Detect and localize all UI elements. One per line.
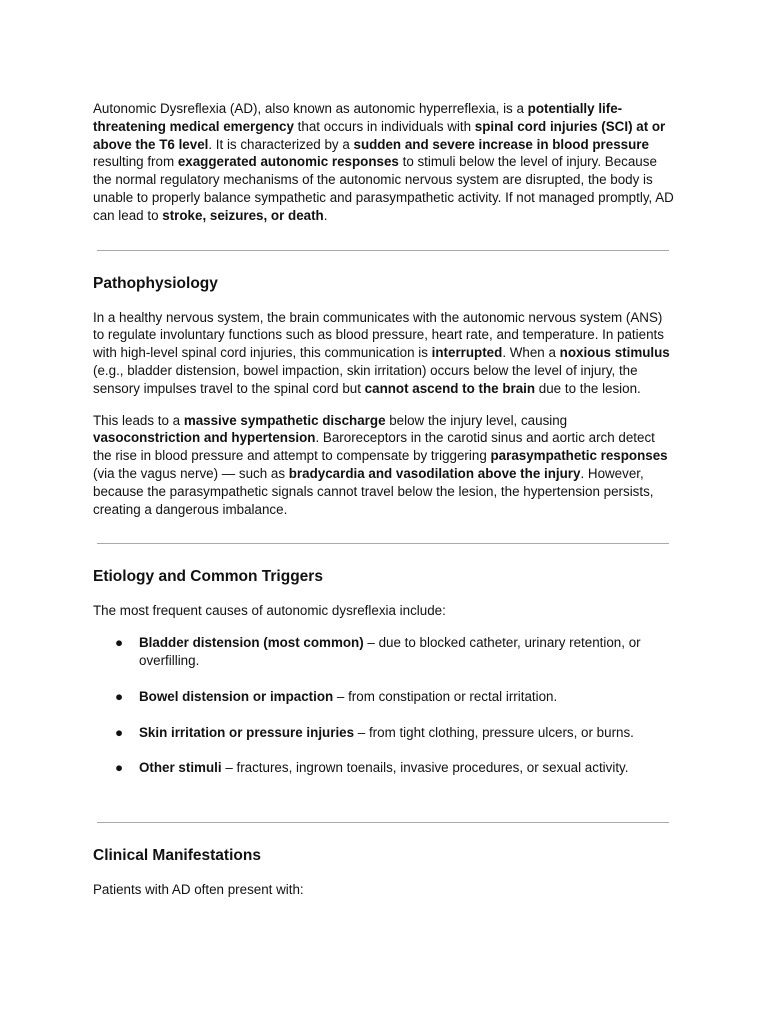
list-item: ● Bladder distension (most common) – due to blocked catheter, urinary retention, or overfilling. xyxy=(115,635,641,668)
pathophysiology-paragraph-1: In a healthy nervous system, the brain communicates with the autonomic nervous system (ANS) to regulate involuntary functions such as blood pressure, heart rate, and temperature. In patients with high-level spinal cord injuries, this communication is interrupted. When a noxious stimulus (e.g., bladder distension, bowel impaction, skin irritation) occurs below the level of injury, the sensory impulses travel to the spinal cord but cannot ascend to the brain due to the lesion. xyxy=(93,309,670,396)
list-item: ● Other stimuli – fractures, ingrown toenails, invasive procedures, or sexual activity. xyxy=(115,760,629,776)
bullet-icon: ● xyxy=(115,760,124,776)
pathophysiology-paragraph-2: This leads to a massive sympathetic discharge below the injury level, causing vasoconstriction and hypertension. Baroreceptors in the carotid sinus and aortic arch detect the rise in blood pressure and attempt to compensate by triggering parasympathetic responses (via the vagus nerve) — such as bradycardia and vasodilation above the injury. However, because the parasympathetic signals cannot travel below the lesion, the hypertension persists, creating a dangerous imbalance. xyxy=(93,412,668,517)
etiology-heading: Etiology and Common Triggers xyxy=(93,568,323,586)
list-item: ● Skin irritation or pressure injuries – from tight clothing, pressure ulcers, or burns. xyxy=(115,724,634,740)
etiology-lead: The most frequent causes of autonomic dysreflexia include: xyxy=(93,603,446,619)
section-divider xyxy=(97,543,669,544)
clinical-lead: Patients with AD often present with: xyxy=(93,882,304,898)
document-page xyxy=(93,100,675,899)
bullet-icon: ● xyxy=(115,688,124,704)
section-divider xyxy=(97,250,669,251)
bullet-icon: ● xyxy=(115,724,124,740)
trigger-list xyxy=(93,634,675,777)
intro-paragraph: Autonomic Dysreflexia (AD), also known as autonomic hyperreflexia, is a potentially life-threatening medical emergency that occurs in individuals with spinal cord injuries (SCI) at or above the T6 level. It is characterized by a sudden and severe increase in blood pressure resulting from exaggerated autonomic responses to stimuli below the level of injury. Because the normal regulatory mechanisms of the autonomic nervous system are disrupted, the body is unable to properly balance sympathetic and parasympathetic activity. If not managed promptly, AD can lead to stroke, seizures, or death. xyxy=(93,101,674,223)
bullet-icon: ● xyxy=(115,635,124,651)
section-divider xyxy=(97,822,669,823)
list-item: ● Bowel distension or impaction – from constipation or rectal irritation. xyxy=(115,688,558,704)
pathophysiology-heading: Pathophysiology xyxy=(93,274,218,292)
clinical-heading: Clinical Manifestations xyxy=(93,847,261,865)
